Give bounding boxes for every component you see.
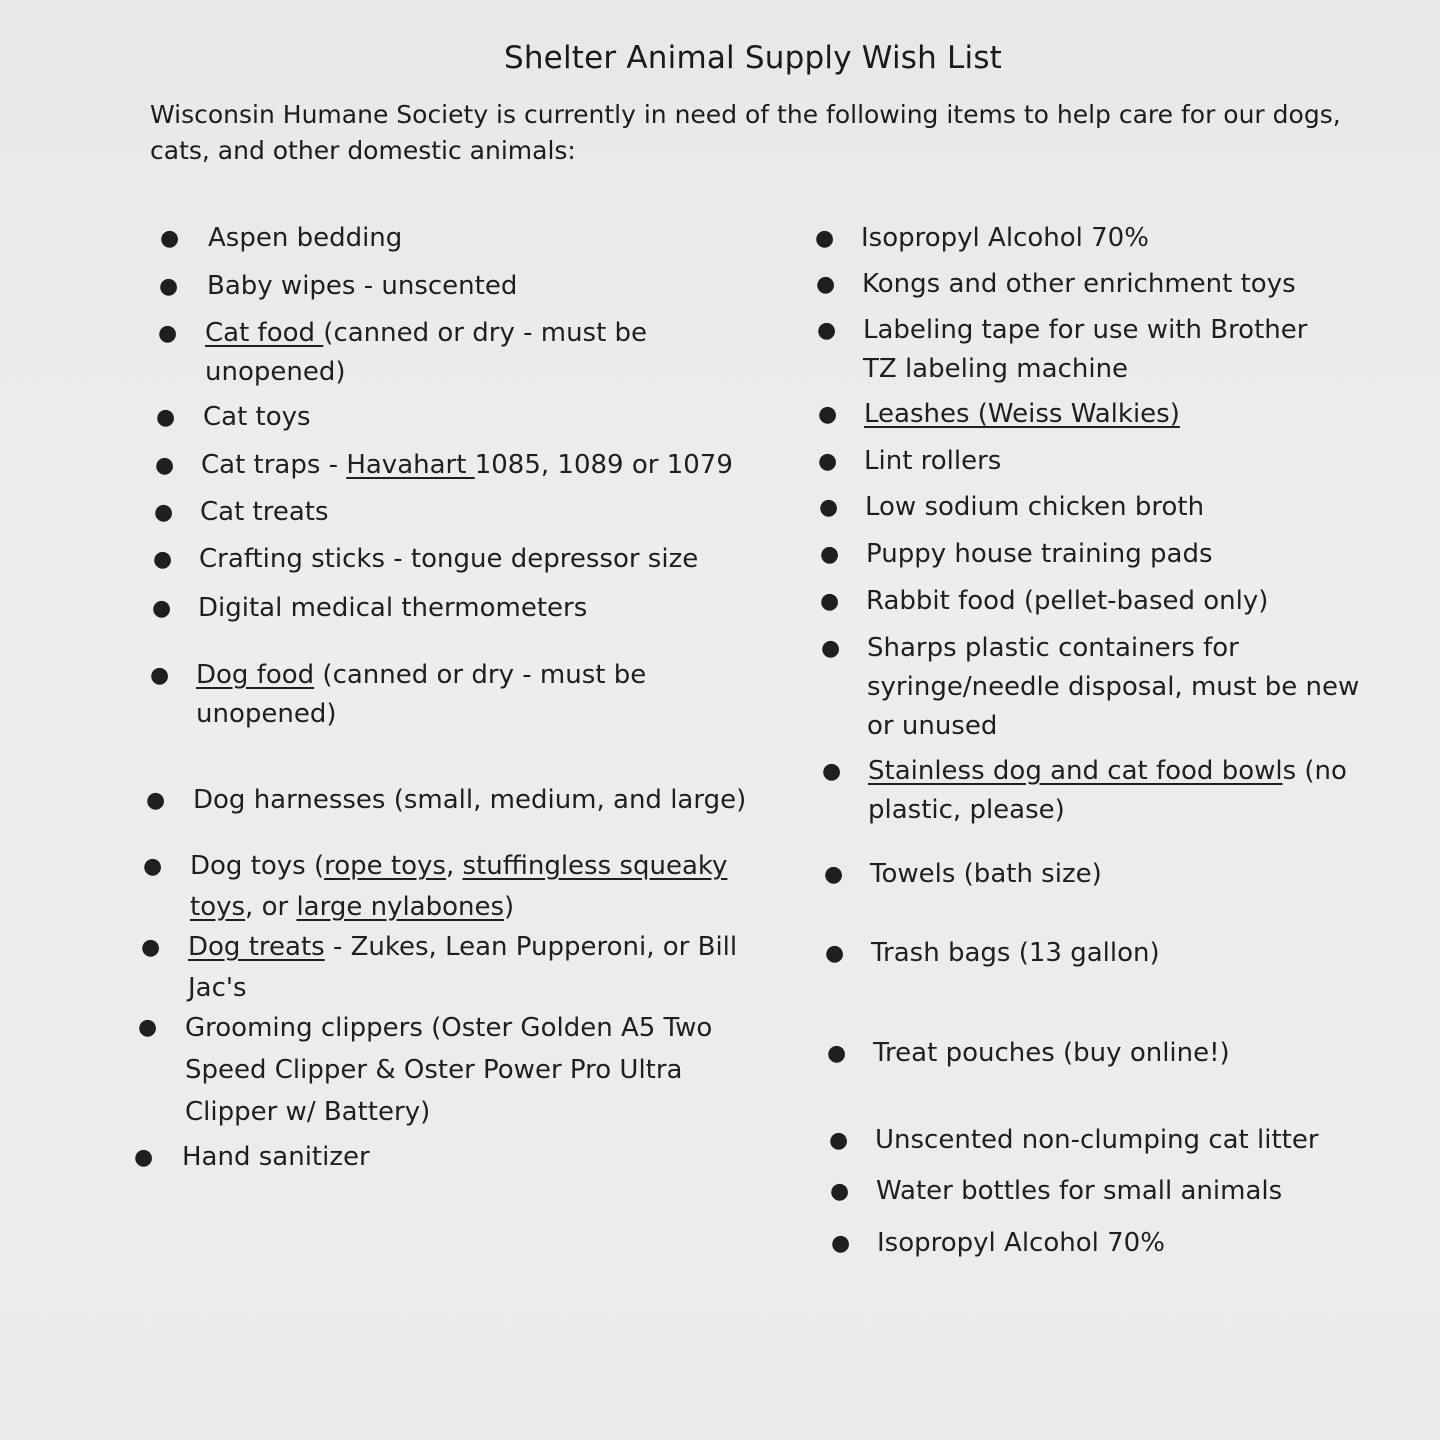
link-dog-food[interactable]: Dog food — [196, 660, 315, 690]
bullet-icon: ● — [817, 318, 837, 343]
bullet-icon: ● — [153, 547, 173, 572]
bullet-icon: ● — [156, 405, 176, 430]
bullet-icon: ● — [134, 1145, 154, 1170]
bullet-icon: ● — [827, 1041, 847, 1066]
bullet-icon: ● — [825, 941, 845, 966]
link-stainless-bowls[interactable]: Stainless dog and cat food bowl — [868, 756, 1283, 786]
bullet-icon: ● — [152, 596, 172, 621]
bullet-icon: ● — [829, 1128, 849, 1153]
bullet-icon: ● — [150, 663, 170, 688]
bullet-icon: ● — [822, 759, 842, 784]
bullet-icon: ● — [824, 862, 844, 887]
link-cat-food[interactable]: Cat food — [205, 318, 324, 348]
link-large-nylabones[interactable]: large nylabones — [296, 892, 505, 922]
bullet-icon: ● — [158, 321, 178, 346]
bullet-icon: ● — [138, 1015, 158, 1040]
bullet-icon: ● — [820, 589, 840, 614]
bullet-icon: ● — [818, 402, 838, 427]
link-leashes-weiss-walkies[interactable]: Leashes (Weiss Walkies) — [864, 399, 1180, 429]
bullet-icon: ● — [146, 788, 166, 813]
bullet-icon: ● — [155, 453, 175, 478]
bullet-icon: ● — [141, 935, 161, 960]
link-havahart[interactable]: Havahart — [346, 450, 475, 480]
document-page: Shelter Animal Supply Wish List Wisconsin Humane Society is currently in need of the following items to help care for our dogs, cats, and other domestic animals: ● Aspen bedding ● Baby wipes - unscented ● Cat food (canned or dry - must be unopened) ● Cat toys ● Cat traps - Havahart 1085, 1089 or 1079 ● Cat treats ● Crafting sticks - tongue depressor size ● Digital medical thermometers ● Dog food (canned or dry - must be unopened) ● Dog harnesses (small, medium, and large) ● Dog toys (rope toys, stuffingless squeaky toys, or large nylabones) ● Dog treats - Zukes, Lean Pupperoni, or Bill Jac's ● Grooming clippers (Oster Golden A5 Two Speed Clipper & Oster Power Pro Ultra Clipper w/ Battery) ● Hand sanitizer ● Isopropyl Alcohol 70% ● Kongs and other enrichment toys ● Labeling tape for use with Brother TZ labeling machine ● Leashes (Weiss Walkies) ● Lint rollers ● Low sodium chicken broth ● Puppy house training pads ● Rabbit food (pellet-based only) ● Sharps plastic containers for syringe/needle disposal, must be new or unused ● Stainless dog and cat food bowls (no plastic, please) ● Towels (bath size) ● Trash bags (13 gallon) ● Treat pouches (buy online!) ● Unscented non-clumping cat litter ● Water bottles for small animals ● Isopropyl Alcohol 70% — [0, 0, 1440, 1440]
bullet-icon: ● — [160, 226, 180, 251]
bullet-icon: ● — [143, 854, 163, 879]
link-dog-treats[interactable]: Dog treats — [188, 932, 325, 962]
bullet-icon: ● — [816, 272, 836, 297]
page-title: Shelter Animal Supply Wish List — [503, 40, 1003, 76]
bullet-icon: ● — [830, 1179, 850, 1204]
bullet-icon: ● — [819, 495, 839, 520]
link-stuffingless-squeaky-toys[interactable]: stuffingless squeaky toys — [190, 851, 728, 922]
bullet-icon: ● — [821, 636, 841, 661]
bullet-icon: ● — [820, 542, 840, 567]
bullet-icon: ● — [818, 449, 838, 474]
bullet-icon: ● — [815, 226, 835, 251]
bullet-icon: ● — [154, 500, 174, 525]
link-rope-toys[interactable]: rope toys — [324, 851, 446, 881]
intro-paragraph: Wisconsin Humane Society is currently in need of the following items to help care for our dogs, cats, and other domestic animals: — [150, 100, 1341, 165]
bullet-icon: ● — [159, 274, 179, 299]
bullet-icon: ● — [831, 1231, 851, 1256]
